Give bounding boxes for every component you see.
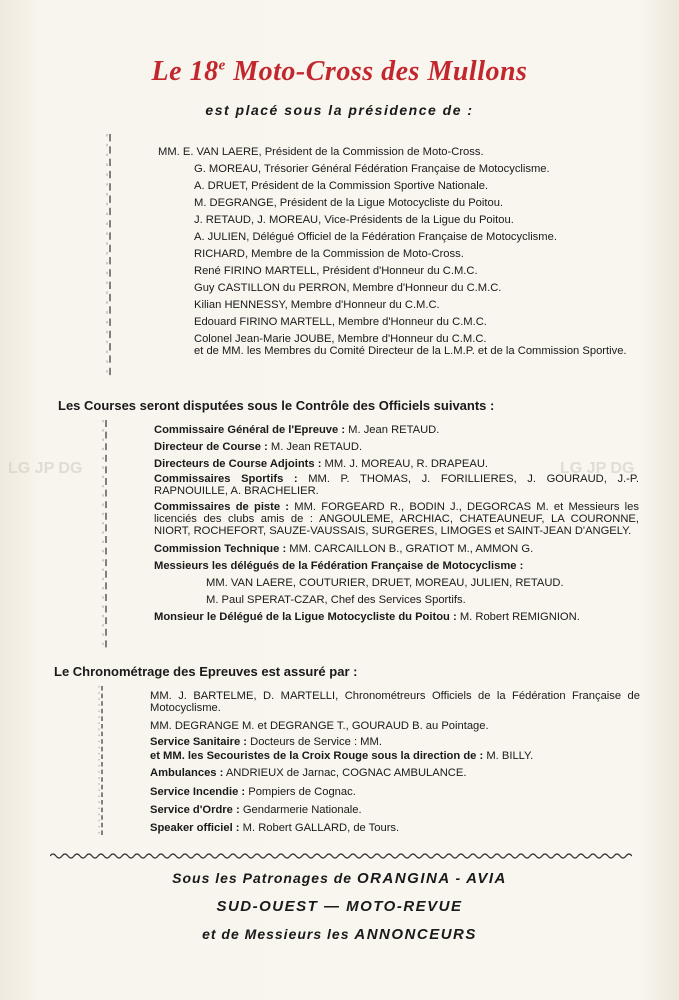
- official-item: Commission Technique : MM. CARCAILLON B., GRATIOT M., AMMON G.: [154, 543, 534, 555]
- watermark-left: LG JP DG: [8, 460, 83, 477]
- page-title: Le 18e Moto-Cross des Mullons: [151, 56, 528, 87]
- timing-section: [98, 686, 643, 838]
- decorative-bar: [106, 134, 114, 380]
- patronage-line-1: Sous les Patronages de ORANGINA - AVIA: [172, 870, 507, 887]
- presidency-line: Guy CASTILLON du PERRON, Membre d'Honneur du C.M.C.: [194, 282, 502, 294]
- timing-line: Service Incendie : Pompiers de Cognac.: [150, 786, 356, 798]
- timing-line: MM. DEGRANGE M. et DEGRANGE T., GOURAUD B. au Pointage.: [150, 720, 489, 732]
- timing-heading: Le Chronométrage des Epreuves est assuré par :: [54, 664, 358, 679]
- presidency-line: Kilian HENNESSY, Membre d'Honneur du C.M.C.: [194, 299, 440, 311]
- official-item: Commissaires Sportifs : MM. P. THOMAS, J. FORILLIERES, J. GOURAUD, J.-P. RAPNOUILLE, A. BRACHELIER.: [154, 473, 639, 497]
- timing-line: Service d'Ordre : Gendarmerie Nationale.: [150, 804, 362, 816]
- delegate-line: M. Paul SPERAT-CZAR, Chef des Services Sportifs.: [206, 594, 466, 606]
- presidency-line: Colonel Jean-Marie JOUBE, Membre d'Honneur du C.M.C.: [194, 333, 487, 345]
- official-item: Commissaire Général de l'Epreuve : M. Jean RETAUD.: [154, 424, 440, 436]
- page-subtitle: est placé sous la présidence de :: [205, 102, 474, 118]
- watermark-right: LG JP DG: [560, 460, 635, 477]
- presidency-line: MM. E. VAN LAERE, Président de la Commission de Moto-Cross.: [158, 146, 484, 158]
- presidency-line: M. DEGRANGE, Président de la Ligue Motocycliste du Poitou.: [194, 197, 504, 209]
- timing-line: et MM. les Secouristes de la Croix Rouge sous la direction de : M. BILLY.: [150, 750, 534, 762]
- official-item: Messieurs les délégués de la Fédération Française de Motocyclisme :: [154, 560, 524, 572]
- wavy-separator: [50, 847, 632, 855]
- patronage-line-2: SUD-OUEST — MOTO-REVUE: [216, 898, 463, 915]
- timing-line: MM. J. BARTELME, D. MARTELLI, Chronométreurs Officiels de la Fédération Française de Motocyclisme.: [150, 690, 640, 714]
- decorative-bar: [102, 420, 110, 652]
- timing-line: Service Sanitaire : Docteurs de Service : MM.: [150, 736, 382, 748]
- officials-heading: Les Courses seront disputées sous le Contrôle des Officiels suivants :: [58, 398, 495, 413]
- timing-line: Speaker officiel : M. Robert GALLARD, de Tours.: [150, 822, 400, 834]
- presidency-section: [106, 134, 651, 380]
- presidency-line: Edouard FIRINO MARTELL, Membre d'Honneur du C.M.C.: [194, 316, 487, 328]
- official-item: Directeurs de Course Adjoints : MM. J. MOREAU, R. DRAPEAU.: [154, 458, 489, 470]
- official-item: Monsieur le Délégué de la Ligue Motocycliste du Poitou : M. Robert REMIGNION.: [154, 611, 580, 623]
- official-item: Commissaires de piste : MM. FORGEARD R., BODIN J., DEGORCAS M. et Messieurs les licenciés des clubs amis de : ANGOULEME, ARCHIAC, CHATEAUNEUF, LA COURONNE, NIORT, ROCHEFORT, SAUZE-VAUSSAIS, SURGERES, LIMOGES et SAINT-JEAN D'ANGELY.: [154, 501, 639, 537]
- decorative-bar: [98, 686, 106, 838]
- presidency-line: J. RETAUD, J. MOREAU, Vice-Présidents de la Ligue du Poitou.: [194, 214, 514, 226]
- presidency-line: et de MM. les Membres du Comité Directeur de la L.M.P. et de la Commission Sportive.: [194, 345, 627, 357]
- delegate-line: MM. VAN LAERE, COUTURIER, DRUET, MOREAU, JULIEN, RETAUD.: [206, 577, 564, 589]
- official-item: Directeur de Course : M. Jean RETAUD.: [154, 441, 363, 453]
- patronage-line-3: et de Messieurs les ANNONCEURS: [202, 926, 477, 943]
- timing-line: Ambulances : ANDRIEUX de Jarnac, COGNAC AMBULANCE.: [150, 767, 467, 779]
- presidency-line: A. DRUET, Président de la Commission Sportive Nationale.: [194, 180, 489, 192]
- presidency-line: RICHARD, Membre de la Commission de Moto-Cross.: [194, 248, 464, 260]
- presidency-line: A. JULIEN, Délégué Officiel de la Fédération Française de Motocyclisme.: [194, 231, 557, 243]
- presidency-line: René FIRINO MARTELL, Président d'Honneur du C.M.C.: [194, 265, 478, 277]
- presidency-line: G. MOREAU, Trésorier Général Fédération Française de Motocyclisme.: [194, 163, 550, 175]
- officials-section: [102, 420, 647, 652]
